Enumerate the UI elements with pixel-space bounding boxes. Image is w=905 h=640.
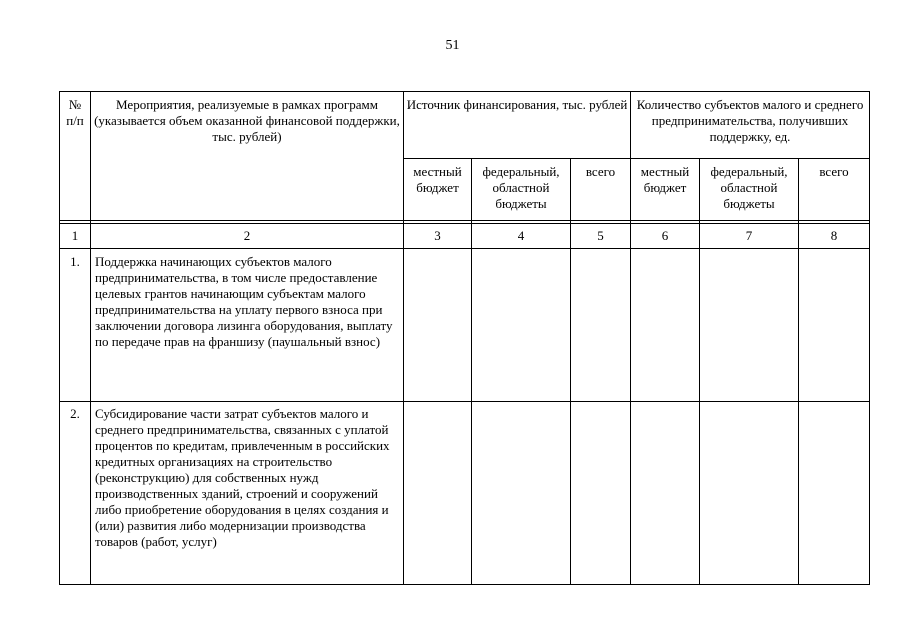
cell-funding-total <box>571 402 631 585</box>
cell-funding-local <box>404 249 472 402</box>
cell-funding-total <box>571 249 631 402</box>
cell-subjects-federal <box>700 402 799 585</box>
cell-subjects-total <box>799 402 870 585</box>
table-row <box>60 249 870 402</box>
header-subjects-count: Количество субъектов малого и среднего предпринимательства, получивших поддержку, ед. <box>631 92 870 159</box>
cell-subjects-local <box>631 249 700 402</box>
cell-subjects-local <box>631 402 700 585</box>
row-description: Субсидирование части затрат субъектов малого и среднего предпринимательства, связанных с уплатой процентов по кредитам, привлеченным в российских кредитных организациях на строительство (реконструкцию) для собственных нужд производственных зданий, строений и сооружений либо приобретение оборудования в целях создания и (или) развития либо модернизации производства товаров (работ, услуг) <box>91 402 404 585</box>
cell-funding-federal <box>472 402 571 585</box>
row-description: Поддержка начинающих субъектов малого предпринимательства, в том числе предоставление целевых грантов начинающим субъектам малого предпринимательства на уплату первого взноса при заключении договора лизинга оборудования, выплату по передаче прав на франшизу (паушальный взнос) <box>91 249 404 402</box>
support-measures-table <box>59 91 870 585</box>
header-funding-local: местный бюджет <box>404 159 472 221</box>
header-subjects-total: всего <box>799 159 870 221</box>
table-row <box>60 402 870 585</box>
column-index: 4 <box>472 224 571 249</box>
column-index: 6 <box>631 224 700 249</box>
column-index: 8 <box>799 224 870 249</box>
header-row-top <box>60 92 870 159</box>
header-funding-federal: федеральный, областной бюджеты <box>472 159 571 221</box>
column-index: 7 <box>700 224 799 249</box>
header-num: № п/п <box>60 92 91 221</box>
header-measures: Мероприятия, реализуемые в рамках программ (указывается объем оказанной финансовой поддержки, тыс. рублей) <box>91 92 404 221</box>
column-index: 3 <box>404 224 472 249</box>
cell-funding-local <box>404 402 472 585</box>
row-number: 1. <box>60 249 91 402</box>
column-index: 1 <box>60 224 91 249</box>
row-number: 2. <box>60 402 91 585</box>
header-subjects-local: местный бюджет <box>631 159 700 221</box>
column-index-row <box>60 224 870 249</box>
header-funding-total: всего <box>571 159 631 221</box>
cell-subjects-federal <box>700 249 799 402</box>
header-funding-source: Источник финансирования, тыс. рублей <box>404 92 631 159</box>
page-number: 51 <box>445 38 460 53</box>
column-index: 2 <box>91 224 404 249</box>
column-index: 5 <box>571 224 631 249</box>
header-subjects-federal: федеральный, областной бюджеты <box>700 159 799 221</box>
cell-funding-federal <box>472 249 571 402</box>
cell-subjects-total <box>799 249 870 402</box>
